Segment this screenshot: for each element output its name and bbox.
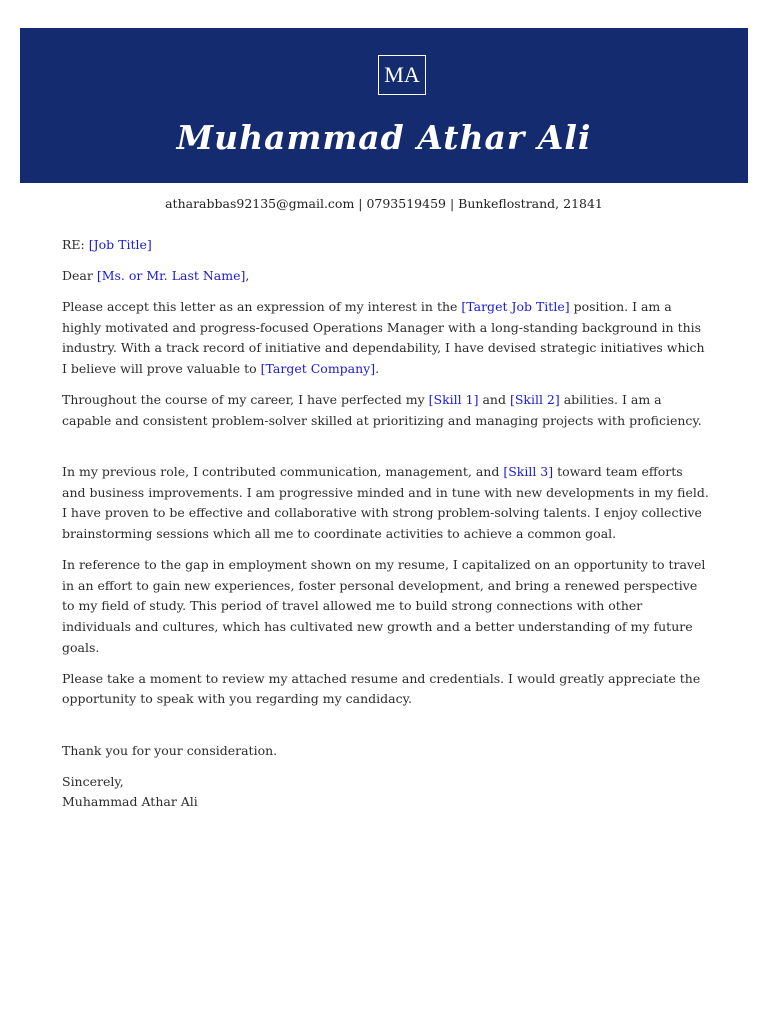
p2-text-b: and	[478, 392, 510, 408]
paragraph-review-request: Please take a moment to review my attached resume and credentials. I would greatly appreciate the opportunity to speak with you regarding my candidacy.	[62, 670, 701, 707]
job-title-placeholder: [Job Title]	[88, 237, 152, 252]
closing: Sincerely,	[62, 773, 124, 789]
greeting	[62, 266, 710, 287]
skill-1-placeholder: [Skill 1]	[428, 392, 479, 408]
re-line	[62, 235, 710, 256]
target-company-placeholder: [Target Company]	[260, 360, 376, 376]
monogram-badge: MA	[378, 55, 426, 95]
signature-name: Muhammad Athar Ali	[62, 794, 198, 810]
re-label: RE:	[62, 237, 89, 252]
p3-text-b: toward team efforts and business improvements. I am progressive minded and in tune with new developments in my field. I have proven to be effective and collaborative with strong problem-solving talents. I enjoy collective brainstorming sessions which all me to coordinate activities to achieve a common goal.	[62, 464, 709, 542]
paragraph-previous-role	[62, 462, 710, 544]
paragraph-thanks: Thank you for your consideration.	[62, 742, 278, 758]
paragraph-skills	[62, 390, 710, 431]
p1-text-c: .	[375, 360, 380, 376]
greeting-suffix: ,	[245, 268, 250, 284]
recipient-placeholder: [Ms. or Mr. Last Name]	[96, 268, 246, 284]
skill-2-placeholder: [Skill 2]	[509, 392, 560, 408]
signature-block	[62, 772, 710, 813]
skill-3-placeholder: [Skill 3]	[503, 464, 554, 480]
contact-line: atharabbas92135@gmail.com | 0793519459 | Bunkeflostrand, 21841	[165, 196, 603, 211]
greeting-prefix: Dear	[62, 268, 97, 284]
paragraph-employment-gap: In reference to the gap in employment shown on my resume, I capitalized on an opportunity to travel in an effort to gain new experiences, foster personal development, and bring a renewed perspective to my field of study. This period of travel allowed me to build strong connections with other individuals and cultures, which has cultivated new growth and a better understanding of my future goals.	[62, 557, 706, 655]
p1-text-b: position. I am a highly motivated and progress-focused Operations Manager with a long-standing background in this industry. With a track record of initiative and dependability, I have devised strategic initiatives which I believe will prove valuable to	[62, 299, 705, 376]
applicant-name: Muhammad Athar Ali	[176, 118, 592, 157]
p2-text-c: abilities. I am a capable and consistent problem-solver skilled at prioritizing and managing projects with proficiency.	[62, 392, 702, 428]
target-job-title-placeholder: [Target Job Title]	[461, 299, 570, 315]
p3-text-a: In my previous role, I contributed communication, management, and	[62, 464, 504, 480]
p1-text-a: Please accept this letter as an expression of my interest in the	[62, 299, 462, 315]
header-banner	[20, 28, 748, 183]
p2-text-a: Throughout the course of my career, I have perfected my	[62, 392, 429, 408]
paragraph-interest	[62, 297, 710, 379]
letter-body	[62, 235, 710, 824]
